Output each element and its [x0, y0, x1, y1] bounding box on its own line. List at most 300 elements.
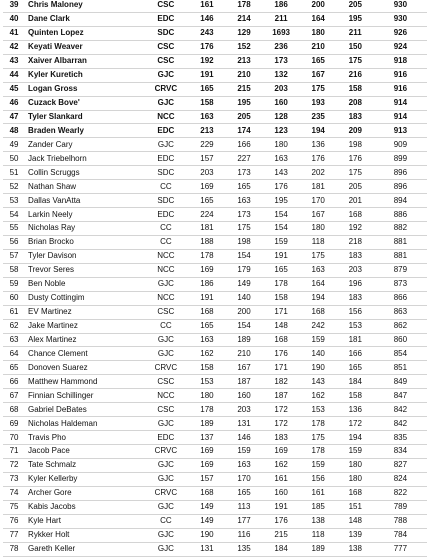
team-cell: SDC	[143, 166, 188, 180]
game-1-score-cell: 191	[188, 291, 225, 305]
game-4-score-cell: 140	[300, 347, 337, 361]
game-2-score-cell: 227	[225, 152, 262, 166]
game-2-score-cell: 163	[225, 458, 262, 472]
table-row	[3, 542, 427, 556]
total-score-cell: 916	[374, 82, 427, 96]
game-4-score-cell: 190	[300, 361, 337, 375]
team-cell: GJC	[143, 138, 188, 152]
bowler-name-cell: EV Martinez	[25, 305, 143, 319]
bowler-name-cell: Jake Martinez	[25, 319, 143, 333]
game-2-score-cell: 200	[225, 305, 262, 319]
game-3-score-cell: 178	[263, 277, 300, 291]
game-4-score-cell: 175	[300, 249, 337, 263]
table-row	[3, 138, 427, 152]
game-3-score-cell: 184	[263, 542, 300, 556]
game-4-score-cell: 235	[300, 110, 337, 124]
game-4-score-cell: 194	[300, 124, 337, 138]
game-1-score-cell: 165	[188, 319, 225, 333]
total-score-cell: 842	[374, 417, 427, 431]
total-score-cell: 789	[374, 500, 427, 514]
game-1-score-cell: 137	[188, 431, 225, 445]
game-5-score-cell: 195	[337, 12, 374, 26]
team-cell: NCC	[143, 263, 188, 277]
game-5-score-cell: 159	[337, 445, 374, 459]
game-2-score-cell: 165	[225, 180, 262, 194]
game-1-score-cell: 149	[188, 514, 225, 528]
table-row	[3, 347, 427, 361]
game-3-score-cell: 176	[263, 347, 300, 361]
game-3-score-cell: 176	[263, 514, 300, 528]
game-1-score-cell: 165	[188, 82, 225, 96]
bowler-name-cell: Travis Pho	[25, 431, 143, 445]
team-cell: NCC	[143, 110, 188, 124]
team-cell: GJC	[143, 458, 188, 472]
team-cell: CRVC	[143, 486, 188, 500]
team-cell: EDC	[143, 12, 188, 26]
game-1-score-cell: 153	[188, 375, 225, 389]
bowler-name-cell: Chance Clement	[25, 347, 143, 361]
game-3-score-cell: 195	[263, 194, 300, 208]
bowler-name-cell: Kyle Hart	[25, 514, 143, 528]
game-4-score-cell: 175	[300, 431, 337, 445]
game-2-score-cell: 167	[225, 361, 262, 375]
team-cell: CC	[143, 514, 188, 528]
game-2-score-cell: 113	[225, 500, 262, 514]
game-4-score-cell: 153	[300, 403, 337, 417]
team-cell: GJC	[143, 347, 188, 361]
game-4-score-cell: 161	[300, 486, 337, 500]
rank-cell: 42	[3, 40, 25, 54]
game-1-score-cell: 188	[188, 235, 225, 249]
table-row	[3, 431, 427, 445]
game-3-score-cell: 173	[263, 54, 300, 68]
rank-cell: 43	[3, 54, 25, 68]
bowler-name-cell: Tate Schmalz	[25, 458, 143, 472]
game-5-score-cell: 139	[337, 528, 374, 542]
game-1-score-cell: 243	[188, 26, 225, 40]
game-1-score-cell: 178	[188, 249, 225, 263]
game-1-score-cell: 180	[188, 389, 225, 403]
bowler-name-cell: Jacob Pace	[25, 445, 143, 459]
rank-cell: 65	[3, 361, 25, 375]
table-row	[3, 82, 427, 96]
game-3-score-cell: 1693	[263, 26, 300, 40]
bowler-name-cell: Finnian Schillinger	[25, 389, 143, 403]
game-4-score-cell: 189	[300, 542, 337, 556]
rank-cell: 40	[3, 12, 25, 26]
game-5-score-cell: 211	[337, 26, 374, 40]
total-score-cell: 834	[374, 445, 427, 459]
game-3-score-cell: 168	[263, 333, 300, 347]
game-4-score-cell: 167	[300, 208, 337, 222]
game-3-score-cell: 172	[263, 403, 300, 417]
bowler-name-cell: Dusty Cottingim	[25, 291, 143, 305]
rank-cell: 74	[3, 486, 25, 500]
rank-cell: 77	[3, 528, 25, 542]
game-4-score-cell: 170	[300, 194, 337, 208]
table-row	[3, 403, 427, 417]
total-score-cell: 914	[374, 110, 427, 124]
bowler-name-cell: Jack Triebelhorn	[25, 152, 143, 166]
total-score-cell: 842	[374, 403, 427, 417]
bowler-name-cell: Tyler Slankard	[25, 110, 143, 124]
total-score-cell: 873	[374, 277, 427, 291]
game-1-score-cell: 190	[188, 528, 225, 542]
bowler-name-cell: Xaiver Albarran	[25, 54, 143, 68]
game-5-score-cell: 165	[337, 361, 374, 375]
game-4-score-cell: 162	[300, 389, 337, 403]
team-cell: EDC	[143, 431, 188, 445]
total-score-cell: 784	[374, 528, 427, 542]
rank-cell: 63	[3, 333, 25, 347]
game-2-score-cell: 179	[225, 263, 262, 277]
game-2-score-cell: 210	[225, 68, 262, 82]
game-5-score-cell: 209	[337, 124, 374, 138]
table-row	[3, 263, 427, 277]
table-row	[3, 445, 427, 459]
table-row	[3, 500, 427, 514]
game-1-score-cell: 163	[188, 333, 225, 347]
table-row	[3, 40, 427, 54]
game-1-score-cell: 163	[188, 110, 225, 124]
game-5-score-cell: 205	[337, 180, 374, 194]
game-2-score-cell: 173	[225, 208, 262, 222]
game-4-score-cell: 181	[300, 180, 337, 194]
game-3-score-cell: 169	[263, 445, 300, 459]
team-cell: EDC	[143, 124, 188, 138]
game-3-score-cell: 154	[263, 222, 300, 236]
game-5-score-cell: 216	[337, 68, 374, 82]
rank-cell: 66	[3, 375, 25, 389]
game-2-score-cell: 152	[225, 40, 262, 54]
team-cell: SDC	[143, 26, 188, 40]
total-score-cell: 918	[374, 54, 427, 68]
rank-cell: 78	[3, 542, 25, 556]
team-cell: GJC	[143, 542, 188, 556]
game-4-score-cell: 180	[300, 222, 337, 236]
game-2-score-cell: 213	[225, 54, 262, 68]
game-5-score-cell: 184	[337, 375, 374, 389]
bowler-name-cell: Brian Brocko	[25, 235, 143, 249]
rank-cell: 47	[3, 110, 25, 124]
game-5-score-cell: 153	[337, 319, 374, 333]
game-3-score-cell: 154	[263, 208, 300, 222]
rank-cell: 62	[3, 319, 25, 333]
total-score-cell: 930	[374, 0, 427, 12]
total-score-cell: 863	[374, 305, 427, 319]
rank-cell: 44	[3, 68, 25, 82]
game-5-score-cell: 196	[337, 277, 374, 291]
game-2-score-cell: 159	[225, 445, 262, 459]
game-2-score-cell: 163	[225, 194, 262, 208]
rank-cell: 75	[3, 500, 25, 514]
team-cell: CRVC	[143, 82, 188, 96]
team-cell: EDC	[143, 208, 188, 222]
game-2-score-cell: 140	[225, 291, 262, 305]
total-score-cell: 835	[374, 431, 427, 445]
game-1-score-cell: 169	[188, 180, 225, 194]
game-5-score-cell: 205	[337, 0, 374, 12]
game-5-score-cell: 203	[337, 263, 374, 277]
game-2-score-cell: 175	[225, 222, 262, 236]
game-2-score-cell: 187	[225, 375, 262, 389]
game-1-score-cell: 168	[188, 486, 225, 500]
game-5-score-cell: 180	[337, 458, 374, 472]
game-2-score-cell: 205	[225, 110, 262, 124]
table-row	[3, 514, 427, 528]
team-cell: GJC	[143, 472, 188, 486]
game-2-score-cell: 154	[225, 249, 262, 263]
game-2-score-cell: 174	[225, 124, 262, 138]
game-5-score-cell: 158	[337, 82, 374, 96]
game-4-score-cell: 242	[300, 319, 337, 333]
game-5-score-cell: 150	[337, 40, 374, 54]
game-3-score-cell: 143	[263, 166, 300, 180]
game-1-score-cell: 189	[188, 417, 225, 431]
table-row	[3, 472, 427, 486]
game-2-score-cell: 146	[225, 431, 262, 445]
bowler-name-cell: Trevor Seres	[25, 263, 143, 277]
rank-cell: 39	[3, 0, 25, 12]
game-3-score-cell: 236	[263, 40, 300, 54]
game-3-score-cell: 191	[263, 500, 300, 514]
rank-cell: 68	[3, 403, 25, 417]
game-1-score-cell: 176	[188, 40, 225, 54]
table-row	[3, 166, 427, 180]
rank-cell: 58	[3, 263, 25, 277]
table-row	[3, 528, 427, 542]
game-2-score-cell: 116	[225, 528, 262, 542]
game-1-score-cell: 213	[188, 124, 225, 138]
rank-cell: 51	[3, 166, 25, 180]
game-1-score-cell: 191	[188, 68, 225, 82]
game-1-score-cell: 169	[188, 445, 225, 459]
table-row	[3, 361, 427, 375]
game-2-score-cell: 154	[225, 319, 262, 333]
game-5-score-cell: 201	[337, 194, 374, 208]
team-cell: CC	[143, 222, 188, 236]
rank-cell: 54	[3, 208, 25, 222]
game-4-score-cell: 175	[300, 82, 337, 96]
table-row	[3, 417, 427, 431]
rank-cell: 50	[3, 152, 25, 166]
game-1-score-cell: 146	[188, 12, 225, 26]
game-3-score-cell: 176	[263, 180, 300, 194]
rank-cell: 71	[3, 445, 25, 459]
team-cell: CRVC	[143, 361, 188, 375]
game-3-score-cell: 148	[263, 319, 300, 333]
table-row	[3, 180, 427, 194]
table-row	[3, 12, 427, 26]
team-cell: NCC	[143, 249, 188, 263]
total-score-cell: 896	[374, 166, 427, 180]
total-score-cell: 866	[374, 291, 427, 305]
game-5-score-cell: 151	[337, 500, 374, 514]
game-3-score-cell: 182	[263, 375, 300, 389]
game-3-score-cell: 162	[263, 458, 300, 472]
game-1-score-cell: 169	[188, 263, 225, 277]
game-4-score-cell: 156	[300, 472, 337, 486]
table-row	[3, 291, 427, 305]
game-5-score-cell: 156	[337, 305, 374, 319]
table-row	[3, 235, 427, 249]
total-score-cell: 913	[374, 124, 427, 138]
total-score-cell: 862	[374, 319, 427, 333]
game-3-score-cell: 163	[263, 152, 300, 166]
game-5-score-cell: 218	[337, 235, 374, 249]
rank-cell: 60	[3, 291, 25, 305]
bowler-name-cell: Dallas VanAtta	[25, 194, 143, 208]
game-3-score-cell: 215	[263, 528, 300, 542]
game-3-score-cell: 171	[263, 361, 300, 375]
game-3-score-cell: 161	[263, 472, 300, 486]
team-cell: EDC	[143, 152, 188, 166]
total-score-cell: 909	[374, 138, 427, 152]
game-1-score-cell: 224	[188, 208, 225, 222]
game-4-score-cell: 167	[300, 68, 337, 82]
game-2-score-cell: 173	[225, 166, 262, 180]
rank-cell: 64	[3, 347, 25, 361]
bowler-name-cell: Kyler Kuretich	[25, 68, 143, 82]
team-cell: CSC	[143, 375, 188, 389]
total-score-cell: 879	[374, 263, 427, 277]
results-table	[3, 0, 427, 557]
game-5-score-cell: 208	[337, 96, 374, 110]
game-1-score-cell: 165	[188, 194, 225, 208]
total-score-cell: 854	[374, 347, 427, 361]
game-4-score-cell: 193	[300, 96, 337, 110]
table-row	[3, 26, 427, 40]
bowler-name-cell: Dane Clark	[25, 12, 143, 26]
table-row	[3, 124, 427, 138]
game-3-score-cell: 211	[263, 12, 300, 26]
rank-cell: 41	[3, 26, 25, 40]
table-row	[3, 277, 427, 291]
game-1-score-cell: 181	[188, 222, 225, 236]
rank-cell: 59	[3, 277, 25, 291]
bowler-name-cell: Rykker Holt	[25, 528, 143, 542]
table-row	[3, 110, 427, 124]
game-5-score-cell: 148	[337, 514, 374, 528]
team-cell: CSC	[143, 403, 188, 417]
table-row	[3, 249, 427, 263]
bowler-name-cell: Archer Gore	[25, 486, 143, 500]
game-1-score-cell: 131	[188, 542, 225, 556]
total-score-cell: 851	[374, 361, 427, 375]
total-score-cell: 886	[374, 208, 427, 222]
game-1-score-cell: 158	[188, 361, 225, 375]
total-score-cell: 788	[374, 514, 427, 528]
game-5-score-cell: 176	[337, 152, 374, 166]
game-3-score-cell: 183	[263, 431, 300, 445]
game-2-score-cell: 178	[225, 0, 262, 12]
total-score-cell: 896	[374, 180, 427, 194]
bowler-name-cell: Nathan Shaw	[25, 180, 143, 194]
game-1-score-cell: 161	[188, 0, 225, 12]
rank-cell: 49	[3, 138, 25, 152]
game-5-score-cell: 175	[337, 166, 374, 180]
team-cell: NCC	[143, 291, 188, 305]
game-3-score-cell: 186	[263, 0, 300, 12]
game-1-score-cell: 168	[188, 305, 225, 319]
game-4-score-cell: 136	[300, 138, 337, 152]
game-3-score-cell: 171	[263, 305, 300, 319]
game-2-score-cell: 149	[225, 277, 262, 291]
table-row	[3, 333, 427, 347]
game-2-score-cell: 129	[225, 26, 262, 40]
bowler-name-cell: Gabriel DeBates	[25, 403, 143, 417]
game-1-score-cell: 186	[188, 277, 225, 291]
game-4-score-cell: 210	[300, 40, 337, 54]
total-score-cell: 827	[374, 458, 427, 472]
team-cell: CC	[143, 235, 188, 249]
game-4-score-cell: 143	[300, 375, 337, 389]
game-4-score-cell: 176	[300, 152, 337, 166]
rank-cell: 45	[3, 82, 25, 96]
table-row	[3, 208, 427, 222]
game-4-score-cell: 200	[300, 0, 337, 12]
game-3-score-cell: 128	[263, 110, 300, 124]
game-2-score-cell: 210	[225, 347, 262, 361]
game-4-score-cell: 118	[300, 528, 337, 542]
team-cell: CSC	[143, 0, 188, 12]
table-row	[3, 375, 427, 389]
game-1-score-cell: 149	[188, 500, 225, 514]
rank-cell: 76	[3, 514, 25, 528]
game-1-score-cell: 169	[188, 458, 225, 472]
game-2-score-cell: 165	[225, 486, 262, 500]
game-5-score-cell: 183	[337, 110, 374, 124]
team-cell: CC	[143, 319, 188, 333]
game-3-score-cell: 180	[263, 138, 300, 152]
rank-cell: 48	[3, 124, 25, 138]
game-1-score-cell: 162	[188, 347, 225, 361]
team-cell: NCC	[143, 389, 188, 403]
game-2-score-cell: 189	[225, 333, 262, 347]
bowler-name-cell: Matthew Hammond	[25, 375, 143, 389]
game-5-score-cell: 138	[337, 542, 374, 556]
game-2-score-cell: 214	[225, 12, 262, 26]
table-row	[3, 152, 427, 166]
game-5-score-cell: 168	[337, 208, 374, 222]
game-5-score-cell: 180	[337, 472, 374, 486]
table-row	[3, 305, 427, 319]
bowler-name-cell: Braden Wearly	[25, 124, 143, 138]
game-2-score-cell: 198	[225, 235, 262, 249]
bowler-name-cell: Kyler Kellerby	[25, 472, 143, 486]
bowler-name-cell: Donoven Suarez	[25, 361, 143, 375]
game-5-score-cell: 181	[337, 333, 374, 347]
bowler-name-cell: Ben Noble	[25, 277, 143, 291]
rank-cell: 52	[3, 180, 25, 194]
game-4-score-cell: 118	[300, 235, 337, 249]
team-cell: CSC	[143, 40, 188, 54]
table-row	[3, 194, 427, 208]
total-score-cell: 899	[374, 152, 427, 166]
game-4-score-cell: 163	[300, 263, 337, 277]
total-score-cell: 860	[374, 333, 427, 347]
game-2-score-cell: 135	[225, 542, 262, 556]
game-2-score-cell: 215	[225, 82, 262, 96]
rank-cell: 61	[3, 305, 25, 319]
team-cell: GJC	[143, 500, 188, 514]
total-score-cell: 824	[374, 472, 427, 486]
rank-cell: 53	[3, 194, 25, 208]
team-cell: CC	[143, 180, 188, 194]
game-4-score-cell: 194	[300, 291, 337, 305]
game-5-score-cell: 166	[337, 347, 374, 361]
team-cell: SDC	[143, 194, 188, 208]
